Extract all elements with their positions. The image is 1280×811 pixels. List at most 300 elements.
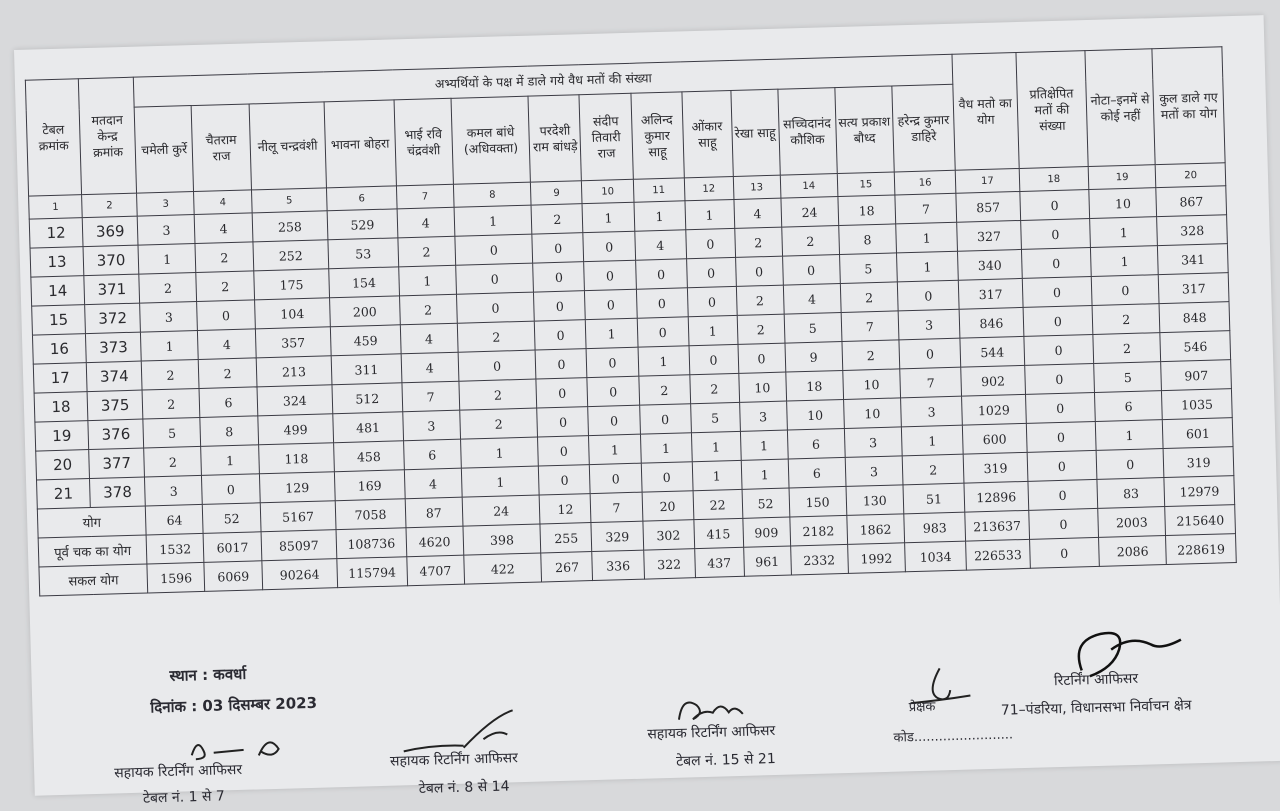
table-cell: 12 xyxy=(29,218,83,248)
table-cell: 5167 xyxy=(260,501,336,532)
table-cell: 4 xyxy=(783,284,841,315)
table-cell: 7058 xyxy=(335,499,405,530)
table-cell: 52 xyxy=(203,503,261,534)
table-cell: 8 xyxy=(200,416,258,447)
table-cell: 0 xyxy=(782,255,840,286)
observer-signature xyxy=(899,661,980,713)
table-cell: 0 xyxy=(897,280,959,311)
table-cell: 302 xyxy=(642,520,694,550)
table-cell: 375 xyxy=(87,390,143,421)
table-cell: 3 xyxy=(739,401,787,431)
table-cell: 1 xyxy=(741,459,789,489)
table-cell: 0 xyxy=(197,300,255,331)
table-cell: 1029 xyxy=(962,394,1026,425)
table-cell: 378 xyxy=(90,477,146,508)
table-cell: 20 xyxy=(36,450,90,480)
column-number: 15 xyxy=(837,172,895,197)
table-cell: 19 xyxy=(35,421,89,451)
column-number: 14 xyxy=(780,174,838,199)
table-cell: 0 xyxy=(539,465,591,495)
table-cell: 0 xyxy=(458,350,536,381)
table-cell: 52 xyxy=(742,488,790,518)
table-cell: 857 xyxy=(956,191,1020,222)
table-cell: 18 xyxy=(838,195,896,226)
table-cell: 7 xyxy=(402,381,460,412)
candidate-header: भावना बोहरा xyxy=(324,100,396,188)
table-cell: 175 xyxy=(253,269,329,300)
table-cell: 6 xyxy=(403,439,461,470)
table-cell: 252 xyxy=(253,240,329,271)
table-cell: 0 xyxy=(1091,275,1159,306)
column-number: 2 xyxy=(82,193,138,218)
table-cell: 5 xyxy=(839,253,897,284)
table-cell: 17 xyxy=(33,363,87,393)
table-cell: 255 xyxy=(540,523,592,553)
table-cell: 909 xyxy=(742,517,790,547)
column-number: 7 xyxy=(396,184,454,209)
table-cell: 18 xyxy=(785,370,843,401)
table-cell: 848 xyxy=(1159,302,1229,333)
table-cell: 1992 xyxy=(847,543,905,574)
table-cell: 2 xyxy=(459,379,537,410)
table-cell: 377 xyxy=(89,448,145,479)
table-cell: 87 xyxy=(405,497,463,528)
candidate-header: परदेशी राम बांधड़े xyxy=(528,95,581,182)
column-number: 3 xyxy=(137,192,195,217)
column-number: 8 xyxy=(453,182,531,207)
table-cell: 324 xyxy=(257,385,333,416)
table-cell: 0 xyxy=(686,257,736,287)
column-number: 4 xyxy=(194,190,252,215)
table-cell: 4 xyxy=(198,329,256,360)
table-cell: 0 xyxy=(1029,537,1099,568)
table-cell: 0 xyxy=(456,292,534,323)
table-cell: 12896 xyxy=(964,481,1028,512)
table-cell: 3 xyxy=(140,301,198,332)
candidate-header: ओंकार साहू xyxy=(682,91,733,178)
table-cell: 64 xyxy=(146,504,204,535)
table-cell: 200 xyxy=(330,296,400,327)
table-cell: 322 xyxy=(643,549,695,579)
table-cell: 336 xyxy=(592,550,644,580)
column-number: 19 xyxy=(1088,165,1156,190)
table-cell: 2 xyxy=(1092,304,1160,335)
table-cell: 2 xyxy=(736,285,784,315)
table-cell: 0 xyxy=(636,288,688,318)
table-cell: 10 xyxy=(1089,188,1157,219)
table-cell: 0 xyxy=(202,474,260,505)
header-rejected-votes: प्रतिक्षेपित मतों की संख्या xyxy=(1016,51,1089,169)
table-cell: 0 xyxy=(1026,421,1096,452)
table-cell: 0 xyxy=(1028,508,1098,539)
table-cell: 16 xyxy=(32,334,86,364)
table-cell: 118 xyxy=(258,443,334,474)
table-cell: 4620 xyxy=(406,526,464,557)
table-cell: 357 xyxy=(255,327,331,358)
candidate-header: संदीप तिवारी राज xyxy=(579,93,632,180)
table-cell: 4707 xyxy=(406,555,464,586)
table-cell: 7 xyxy=(895,193,957,224)
candidate-header: अलिन्द कुमार साहू xyxy=(630,92,683,179)
table-cell: 2 xyxy=(195,242,253,273)
table-cell: 169 xyxy=(335,470,405,501)
table-cell: 1 xyxy=(640,433,692,463)
table-cell: 2 xyxy=(399,294,457,325)
table-cell: 2 xyxy=(902,454,964,485)
table-cell: 258 xyxy=(252,211,328,242)
table-cell: 4 xyxy=(404,468,462,499)
table-cell: 7 xyxy=(900,367,962,398)
table-cell: 213637 xyxy=(965,510,1029,541)
table-cell: 3 xyxy=(901,396,963,427)
table-cell: 90264 xyxy=(261,559,337,590)
aro3-signature xyxy=(672,689,773,732)
column-number: 5 xyxy=(251,188,327,213)
table-cell: 21 xyxy=(37,479,91,509)
table-cell: 267 xyxy=(541,552,593,582)
returning-officer-signature xyxy=(1060,617,1212,691)
table-cell: 15 xyxy=(32,305,86,335)
table-cell: 0 xyxy=(1019,190,1089,221)
table-cell: 22 xyxy=(693,489,743,519)
table-cell: 2003 xyxy=(1098,507,1166,538)
table-cell: 0 xyxy=(585,289,637,319)
column-number: 16 xyxy=(894,170,956,195)
table-cell: 370 xyxy=(83,245,139,276)
table-cell: 3 xyxy=(145,475,203,506)
table-cell: 0 xyxy=(535,349,587,379)
table-cell: 18 xyxy=(34,392,88,422)
column-number: 11 xyxy=(633,178,685,202)
column-number: 13 xyxy=(733,175,781,199)
table-cell: 2 xyxy=(737,314,785,344)
table-cell: 1 xyxy=(586,318,638,348)
table-cell: 1 xyxy=(454,205,532,236)
table-cell: 2 xyxy=(842,340,900,371)
candidate-header: चैतराम राज xyxy=(192,104,252,192)
table-cell: 0 xyxy=(1022,277,1092,308)
table-cell: 1862 xyxy=(847,514,905,545)
table-cell: 150 xyxy=(789,486,847,517)
table-cell: 1 xyxy=(692,460,742,490)
header-total-votes-cast: कुल डाले गए मतों का योग xyxy=(1152,47,1225,165)
table-cell: 2 xyxy=(840,282,898,313)
table-cell: 2 xyxy=(196,271,254,302)
table-cell: 1532 xyxy=(146,533,204,564)
table-cell: 907 xyxy=(1161,360,1231,391)
column-number: 10 xyxy=(582,179,634,203)
table-cell: 130 xyxy=(846,485,904,516)
table-cell: 5 xyxy=(690,402,740,432)
column-number: 17 xyxy=(956,168,1020,193)
table-cell: 529 xyxy=(327,209,397,240)
table-cell: 0 xyxy=(735,256,783,286)
table-cell: 546 xyxy=(1160,331,1230,362)
table-cell: 3 xyxy=(844,427,902,458)
table-cell: 0 xyxy=(637,317,689,347)
table-cell: 0 xyxy=(687,286,737,316)
table-cell: 983 xyxy=(904,512,966,543)
table-cell: 437 xyxy=(694,547,744,577)
table-cell: 85097 xyxy=(261,530,337,561)
table-cell: 0 xyxy=(584,260,636,290)
table-cell: 129 xyxy=(259,472,335,503)
table-cell: 459 xyxy=(331,325,401,356)
table-cell: 0 xyxy=(532,233,584,263)
table-cell: 0 xyxy=(588,405,640,435)
table-cell: 319 xyxy=(963,452,1027,483)
table-cell: 53 xyxy=(328,238,398,269)
table-cell: 458 xyxy=(334,441,404,472)
vote-count-table xyxy=(25,46,1237,596)
table-cell: 154 xyxy=(329,267,399,298)
aro3-tables: टेबल नं. 15 से 21 xyxy=(675,751,776,770)
column-number: 1 xyxy=(29,195,83,219)
table-cell: 372 xyxy=(85,303,141,334)
aro1-title: सहायक रिटर्निंग आफिसर xyxy=(114,761,243,782)
table-cell: 10 xyxy=(786,399,844,430)
table-cell: 0 xyxy=(590,463,642,493)
table-cell: 0 xyxy=(455,234,533,265)
candidate-header: सत्य प्रकाश बौध्द xyxy=(835,86,895,174)
table-cell: 24 xyxy=(781,197,839,228)
header-table-no: टेबल क्रमांक xyxy=(25,79,81,196)
table-cell: 228619 xyxy=(1166,534,1236,565)
table-cell: 2 xyxy=(141,359,199,390)
table-cell: 317 xyxy=(1159,273,1229,304)
table-cell: 0 xyxy=(1096,449,1164,480)
table-cell: 3 xyxy=(898,309,960,340)
table-cell: 415 xyxy=(693,518,743,548)
table-cell: 1 xyxy=(691,431,741,461)
table-cell: 0 xyxy=(533,262,585,292)
table-cell: 2 xyxy=(144,446,202,477)
table-cell: 1 xyxy=(138,244,196,275)
table-cell: 213 xyxy=(256,356,332,387)
table-cell: 7 xyxy=(591,492,643,522)
table-cell: 226533 xyxy=(966,539,1030,570)
table-cell: 1 xyxy=(461,466,539,497)
table-cell: 5 xyxy=(784,313,842,344)
table-cell: 512 xyxy=(332,383,402,414)
table-cell: 369 xyxy=(82,216,138,247)
table-cell: 846 xyxy=(959,307,1023,338)
table-cell: 1 xyxy=(688,315,738,345)
aro2-title: सहायक रिटर्निंग आफिसर xyxy=(389,750,519,770)
table-cell: 422 xyxy=(464,553,542,584)
table-cell: 24 xyxy=(462,495,540,526)
table-cell: 108736 xyxy=(336,528,406,559)
table-cell: 374 xyxy=(86,361,142,392)
table-cell: 1 xyxy=(1090,217,1158,248)
column-number: 6 xyxy=(327,186,397,211)
table-cell: 1 xyxy=(1095,420,1163,451)
table-cell: 6 xyxy=(1095,391,1163,422)
candidate-header: कमल बांधे (अधिवक्ता) xyxy=(451,96,531,184)
table-cell: 1 xyxy=(1090,246,1158,277)
table-cell: 499 xyxy=(257,414,333,445)
table-cell: 10 xyxy=(738,372,786,402)
table-cell: 329 xyxy=(591,521,643,551)
column-number: 9 xyxy=(531,181,583,205)
table-cell: 2 xyxy=(139,272,197,303)
table-cell: 215640 xyxy=(1165,505,1235,536)
table-cell: 0 xyxy=(1028,479,1098,510)
ro-title: रिटर्निंग आफिसर xyxy=(1053,670,1139,690)
table-cell: 2 xyxy=(734,227,782,257)
table-cell: 3 xyxy=(137,215,195,246)
table-cell: 0 xyxy=(534,291,586,321)
table-cell: 398 xyxy=(463,524,541,555)
table-cell: 10 xyxy=(843,398,901,429)
table-cell: 0 xyxy=(899,338,961,369)
table-cell: 6069 xyxy=(204,561,262,592)
header-booth-no: मतदान केन्द्र क्रमांक xyxy=(78,77,136,194)
aro2-signature xyxy=(393,707,554,761)
table-cell: 340 xyxy=(958,249,1022,280)
table-cell: 2 xyxy=(457,321,535,352)
table-cell: 1 xyxy=(638,346,690,376)
table-cell: 319 xyxy=(1163,447,1233,478)
table-cell: 1 xyxy=(589,434,641,464)
table-cell: 10 xyxy=(843,369,901,400)
candidate-header: नीलू चन्द्रवंशी xyxy=(249,102,327,190)
table-cell: 2182 xyxy=(789,515,847,546)
table-cell: 867 xyxy=(1156,186,1226,217)
table-cell: 1 xyxy=(685,199,735,229)
table-cell: 2 xyxy=(199,358,257,389)
column-number: 12 xyxy=(684,176,734,200)
table-cell: 3 xyxy=(845,456,903,487)
table-cell: 0 xyxy=(689,344,739,374)
table-cell: 0 xyxy=(1025,392,1095,423)
table-cell: 600 xyxy=(963,423,1027,454)
column-number: 18 xyxy=(1019,167,1089,192)
table-body xyxy=(29,163,1237,596)
table-cell: 51 xyxy=(903,483,965,514)
column-number: 20 xyxy=(1156,163,1226,188)
table-cell: 0 xyxy=(535,320,587,350)
table-cell: 902 xyxy=(961,365,1025,396)
table-cell: 376 xyxy=(88,419,144,450)
table-cell: 83 xyxy=(1097,478,1165,509)
table-cell: 1 xyxy=(634,201,686,231)
table-cell: 3 xyxy=(402,410,460,441)
table-cell: 1035 xyxy=(1162,389,1232,420)
table-cell: 2 xyxy=(142,388,200,419)
table-cell: 9 xyxy=(785,342,843,373)
table-cell: 4 xyxy=(734,198,782,228)
table-cell: 0 xyxy=(685,228,735,258)
table-cell: 6017 xyxy=(203,532,261,563)
candidate-header: भाई रवि चंद्रवंशी xyxy=(394,98,454,186)
table-cell: 2086 xyxy=(1099,536,1167,567)
table-cell: 544 xyxy=(960,336,1024,367)
table-cell: 5 xyxy=(143,417,201,448)
candidate-header: सच्चिदानंद कौशिक xyxy=(777,88,837,176)
table-cell: 1 xyxy=(896,251,958,282)
table-cell: 6 xyxy=(788,457,846,488)
candidate-header: हरेन्द्र कुमार डाहिरे xyxy=(892,84,956,172)
place-label: स्थान : कवर्धा xyxy=(169,664,247,685)
table-cell: 2 xyxy=(689,373,739,403)
table-cell: 6 xyxy=(787,428,845,459)
date-label: दिनांक : 03 दिसम्बर 2023 xyxy=(150,693,318,717)
table-cell: 12979 xyxy=(1164,476,1234,507)
table-cell: 1 xyxy=(201,445,259,476)
table-cell: 104 xyxy=(254,298,330,329)
table-cell: 1034 xyxy=(905,541,967,572)
table-cell: 115794 xyxy=(337,557,407,588)
aro1-tables: टेबल नं. 1 से 7 xyxy=(142,788,225,807)
table-cell: 0 xyxy=(455,263,533,294)
header-valid-votes-for-candidates: अभ्यर्थियों के पक्ष में डाले गये वैध मतों की संख्या xyxy=(134,54,954,107)
table-cell: 0 xyxy=(538,436,590,466)
table-cell: 0 xyxy=(738,343,786,373)
table-cell: 0 xyxy=(583,231,635,261)
table-cell: 317 xyxy=(959,278,1023,309)
table-cell: 328 xyxy=(1157,215,1227,246)
table-cell: 0 xyxy=(1023,305,1093,336)
table-cell: 341 xyxy=(1158,244,1228,275)
table-cell: 327 xyxy=(957,220,1021,251)
table-cell: 0 xyxy=(1027,450,1097,481)
table-cell: 373 xyxy=(86,332,142,363)
constituency-label: 71–पंडरिया, विधानसभा निर्वाचन क्षेत्र xyxy=(1000,697,1192,719)
table-cell: 0 xyxy=(641,462,693,492)
table-cell: 0 xyxy=(635,259,687,289)
table-cell: 14 xyxy=(31,276,85,306)
table-cell: 4 xyxy=(195,213,253,244)
table-cell: 1 xyxy=(896,222,958,253)
table-cell: 2 xyxy=(398,236,456,267)
observer-label: प्रेक्षक xyxy=(908,699,936,716)
table-cell: 371 xyxy=(84,274,140,305)
table-cell: 0 xyxy=(536,378,588,408)
table-cell: 0 xyxy=(639,404,691,434)
table-cell: 1 xyxy=(582,202,634,232)
result-sheet xyxy=(14,15,1280,807)
table-cell: 13 xyxy=(30,247,84,277)
table-cell: 2 xyxy=(531,204,583,234)
grand-total-row-label: सकल योग xyxy=(39,564,148,596)
table-cell: 4 xyxy=(634,230,686,260)
aro2-tables: टेबल नं. 8 से 14 xyxy=(418,778,510,797)
table-cell: 20 xyxy=(642,491,694,521)
table-cell: 2 xyxy=(1093,333,1161,364)
table-cell: 1596 xyxy=(147,562,205,593)
table-cell: 0 xyxy=(1021,248,1091,279)
aro3-title: सहायक रिटर्निंग आफिसर xyxy=(647,723,776,743)
header-nota: नोटा–इनमें से कोई नहीं xyxy=(1085,49,1156,167)
table-cell: 1 xyxy=(398,265,456,296)
table-cell: 0 xyxy=(1023,334,1093,365)
table-cell: 5 xyxy=(1094,362,1162,393)
table-cell: 4 xyxy=(400,323,458,354)
table-cell: 0 xyxy=(1020,219,1090,250)
table-cell: 0 xyxy=(587,347,639,377)
total-row-label: योग xyxy=(37,506,146,538)
table-cell: 2 xyxy=(638,375,690,405)
table-cell: 1 xyxy=(141,330,199,361)
table-cell: 2332 xyxy=(790,544,848,575)
table-cell: 1 xyxy=(460,437,538,468)
table-cell: 0 xyxy=(537,407,589,437)
candidate-header: चमेली कुर्रे xyxy=(134,106,194,194)
table-cell: 2 xyxy=(781,226,839,257)
table-cell: 4 xyxy=(397,207,455,238)
code-label: कोड........................ xyxy=(893,727,1014,746)
